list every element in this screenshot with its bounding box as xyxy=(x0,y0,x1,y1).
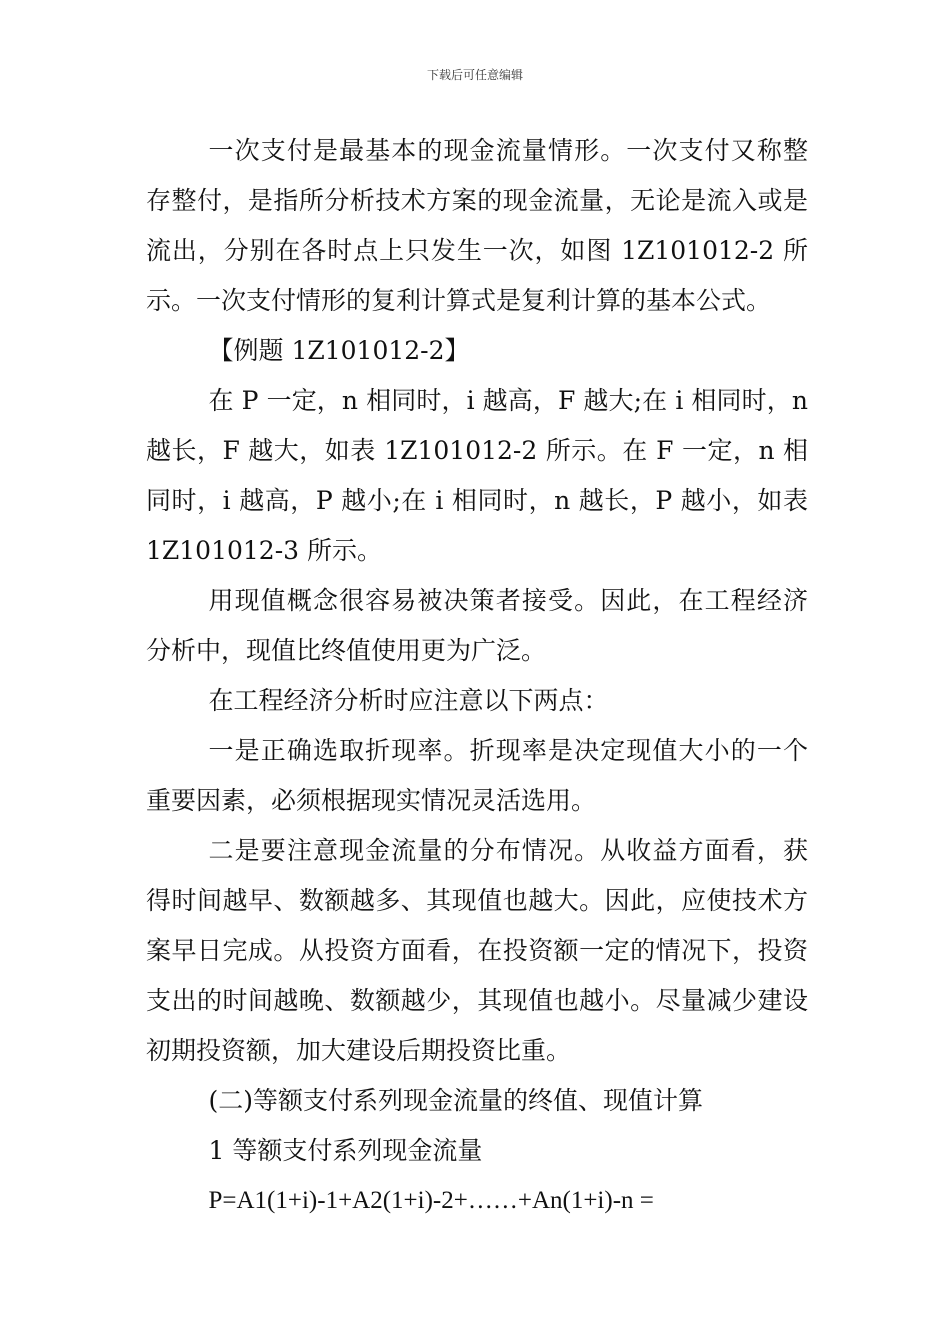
paragraph-notes-intro: 在工程经济分析时应注意以下两点： xyxy=(208,686,609,715)
page-header: 下载后可任意编辑 xyxy=(426,68,523,82)
paragraph-example-title: 【例题 1Z101012-2】 xyxy=(208,336,470,365)
subsection-heading: 1 等额支付系列现金流量 xyxy=(208,1136,483,1165)
paragraph-present-value: 用现值概念很容易被决策者接受。因此，在工程经济分析中，现值比终值使用更为广泛。 xyxy=(146,586,808,665)
paragraph-note-two: 二是要注意现金流量的分布情况。从收益方面看，获得时间越早、数额越多、其现值也越大。因此，应使技术方案早日完成。从投资方面看，在投资额一定的情况下，投资支出的时间越晚、数额越少，其现值也越小。尽量减少建设初期投资额，加大建设后期投资比重。 xyxy=(146,836,808,1065)
document-body xyxy=(146,126,808,1226)
paragraph-single-payment: 一次支付是最基本的现金流量情形。一次支付又称整存整付，是指所分析技术方案的现金流量，无论是流入或是流出，分别在各时点上只发生一次，如图 1Z101012-2 所示。一次支付情形的复利计算式是复利计算的基本公式。 xyxy=(146,136,808,315)
paragraph-note-one: 一是正确选取折现率。折现率是决定现值大小的一个重要因素，必须根据现实情况灵活选用。 xyxy=(146,736,808,815)
section-heading: (二)等额支付系列现金流量的终值、现值计算 xyxy=(208,1086,704,1115)
formula-line: P=A1(1+i)-1+A2(1+i)-2+……+An(1+i)-n = xyxy=(208,1187,654,1214)
paragraph-compound-relations: 在 P 一定，n 相同时，i 越高，F 越大;在 i 相同时，n 越长，F 越大，如表 1Z101012-2 所示。在 F 一定，n 相同时，i 越高，P 越小;在 i 相同时，n 越长，P 越小，如表 1Z101012-3 所示。 xyxy=(146,386,808,565)
